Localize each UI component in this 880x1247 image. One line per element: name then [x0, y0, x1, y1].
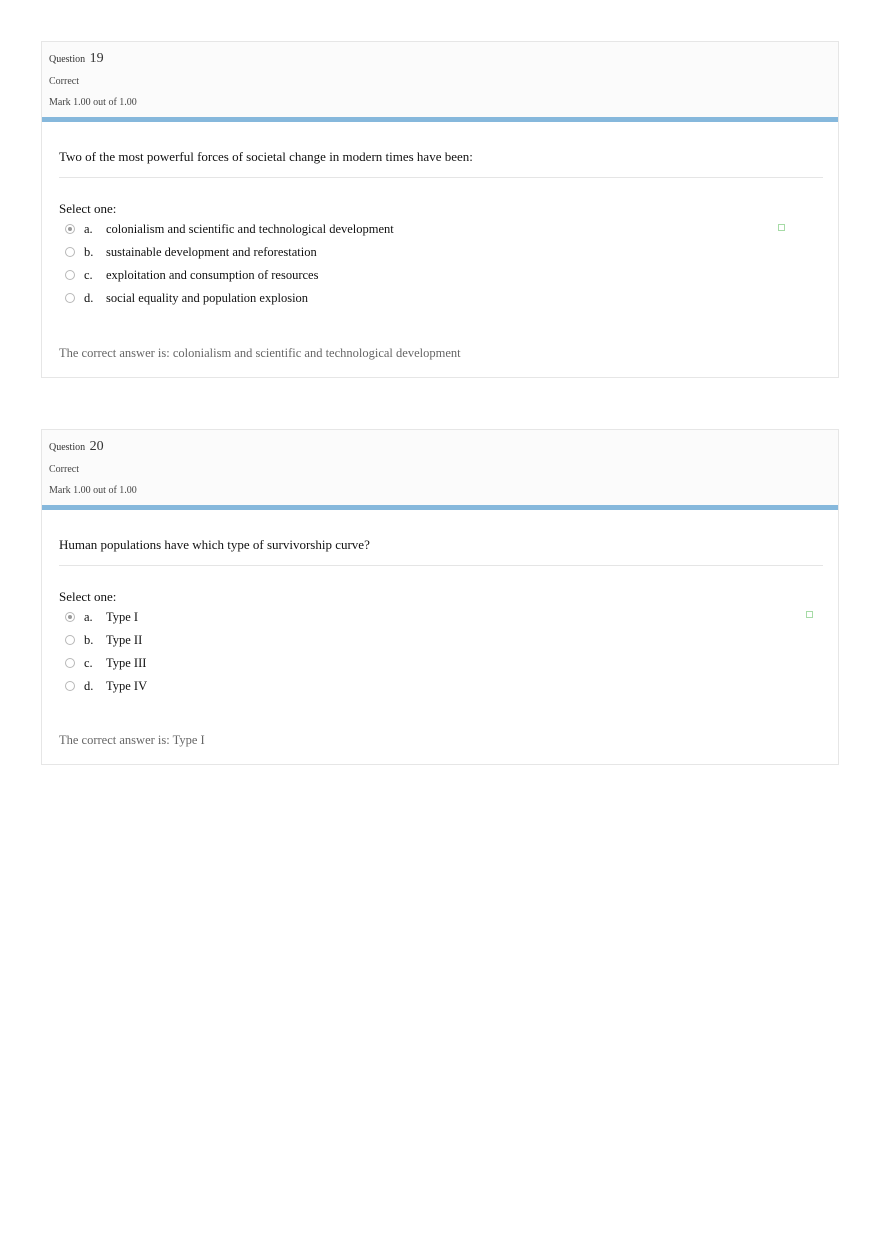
question-state: Correct [49, 464, 79, 475]
question-card-19 [41, 41, 839, 378]
question-mark: Mark 1.00 out of 1.00 [49, 97, 137, 108]
question-state: Correct [49, 76, 79, 87]
question-number: 20 [89, 439, 104, 454]
select-one-prompt: Select one: [59, 201, 117, 216]
question-card-20 [41, 429, 839, 765]
radio-button[interactable] [65, 681, 75, 691]
correct-check-icon [778, 224, 785, 231]
question-label: Question [49, 54, 86, 65]
radio-button[interactable] [65, 270, 75, 280]
answer-text: social equality and population explosion [106, 291, 309, 305]
question-info [42, 42, 838, 122]
question-title [49, 51, 104, 67]
answer-letter: c. [84, 268, 93, 282]
radio-button-selected[interactable] [65, 224, 75, 234]
radio-button[interactable] [65, 247, 75, 257]
question-mark: Mark 1.00 out of 1.00 [49, 485, 137, 496]
select-one-prompt: Select one: [59, 589, 117, 604]
question-text: Two of the most powerful forces of societal change in modern times have been: [59, 149, 473, 164]
answer-letter: d. [84, 679, 94, 693]
answer-letter: a. [84, 610, 93, 624]
radio-button[interactable] [65, 293, 75, 303]
answer-letter: b. [84, 633, 94, 647]
answer-text: exploitation and consumption of resources [106, 268, 319, 282]
answer-text: sustainable development and reforestation [106, 245, 317, 259]
radio-button[interactable] [65, 658, 75, 668]
correct-check-icon [806, 611, 813, 618]
answer-text: Type I [106, 610, 139, 624]
question-content [42, 510, 838, 764]
answer-letter: a. [84, 222, 93, 236]
answer-text: colonialism and scientific and technological development [106, 222, 394, 236]
question-text: Human populations have which type of survivorship curve? [59, 537, 370, 552]
correct-answer-feedback: The correct answer is: Type I [59, 733, 205, 747]
answer-letter: b. [84, 245, 94, 259]
answer-text: Type III [106, 656, 147, 670]
question-info [42, 430, 838, 510]
question-label: Question [49, 442, 86, 453]
question-number: 19 [89, 51, 104, 66]
answer-text: Type IV [106, 679, 148, 693]
answer-text: Type II [106, 633, 143, 647]
divider [59, 565, 823, 566]
radio-button-selected[interactable] [65, 612, 75, 622]
radio-button[interactable] [65, 635, 75, 645]
correct-answer-feedback: The correct answer is: colonialism and scientific and technological development [59, 346, 461, 360]
answer-letter: d. [84, 291, 94, 305]
answer-letter: c. [84, 656, 93, 670]
question-title [49, 439, 104, 455]
question-content [42, 122, 838, 377]
divider [59, 177, 823, 178]
